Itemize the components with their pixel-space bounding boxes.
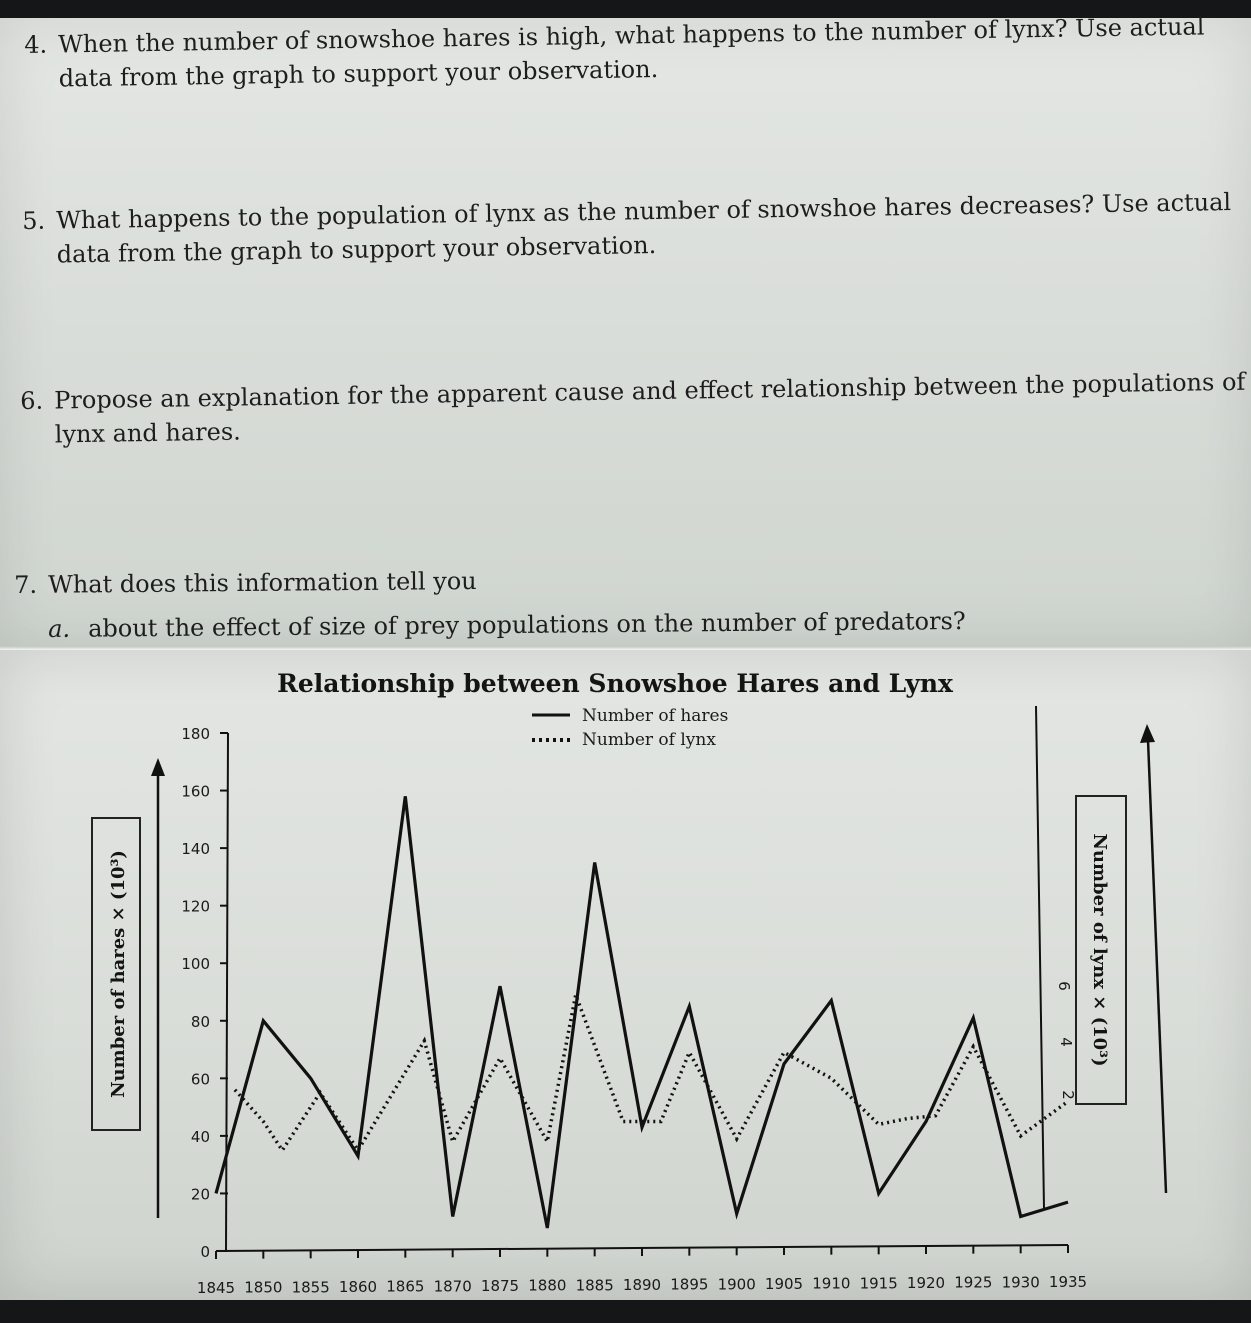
- x-tick-label: 1900: [717, 1275, 756, 1294]
- right-y-tick-label: 4: [1057, 1037, 1075, 1047]
- question-number: 7.: [14, 570, 38, 599]
- y-tick-label: 40: [190, 1127, 210, 1146]
- question-text-line: Propose an explanation for the apparent cause and effect relationship between the populations of: [54, 367, 1246, 415]
- x-tick-label: 1870: [433, 1277, 472, 1296]
- hares-series-line: [216, 796, 1068, 1228]
- x-tick-label: 1915: [859, 1274, 898, 1293]
- legend-lynx-label: Number of lynx: [582, 730, 716, 750]
- y-axis-label: Number of hares × (10³): [108, 850, 129, 1098]
- x-tick-label: 1910: [812, 1274, 851, 1293]
- question-number: 5.: [22, 206, 46, 235]
- chart-title: Relationship between Snowshoe Hares and Lynx: [277, 669, 953, 698]
- left-arrow-head: [151, 758, 165, 776]
- hares-lynx-chart: [0, 648, 1251, 1300]
- question-7: [14, 564, 477, 602]
- question-text-line: What happens to the population of lynx as the number of snowshoe hares decreases? Use actual: [56, 188, 1232, 235]
- chart-right-border: [1036, 706, 1044, 1208]
- y-tick-label: 180: [181, 725, 210, 743]
- x-tick-label: 1890: [622, 1276, 662, 1294]
- y-tick-label: 60: [190, 1070, 210, 1089]
- right-axis-label-box: [1076, 796, 1126, 1104]
- y-tick-label: 80: [190, 1012, 210, 1031]
- question-number: 6.: [20, 386, 44, 415]
- x-tick-label: 1920: [906, 1274, 946, 1292]
- x-tick-label: 1905: [764, 1275, 804, 1293]
- right-y-tick-label: 6: [1055, 981, 1073, 991]
- right-y-tick-label: 2: [1059, 1090, 1077, 1100]
- question-text-line: data from the graph to support your observation.: [58, 55, 659, 93]
- subquestion-text: about the effect of size of prey populations on the number of predators?: [88, 606, 966, 643]
- y-tick-label: 0: [200, 1243, 210, 1261]
- x-tick-label: 1885: [575, 1276, 614, 1295]
- x-tick-label: 1845: [196, 1279, 236, 1297]
- legend-hares-label: Number of hares: [582, 706, 729, 726]
- question-text-line: What does this information tell you: [48, 566, 477, 599]
- x-tick-label: 1875: [480, 1277, 520, 1295]
- right-arrow-shaft: [1148, 740, 1166, 1193]
- x-tick-label: 1850: [244, 1278, 283, 1297]
- x-tick-label: 1880: [528, 1276, 567, 1295]
- subquestion-letter: a.: [48, 614, 71, 643]
- x-tick-label: 1865: [386, 1277, 425, 1296]
- right-arrow-head: [1140, 724, 1155, 743]
- y-tick-label: 120: [181, 897, 210, 916]
- x-tick-label: 1930: [1001, 1273, 1040, 1292]
- y-tick-label: 160: [181, 782, 210, 801]
- x-tick-label: 1855: [291, 1278, 330, 1297]
- left-axis-label-box: [92, 818, 140, 1130]
- legend: [532, 706, 728, 750]
- question-text-line: data from the graph to support your observation.: [56, 231, 657, 269]
- question-text-line: When the number of snowshoe hares is high, what happens to the number of lynx? Use actual: [58, 12, 1205, 59]
- y-tick-label: 140: [181, 840, 210, 859]
- y-axis-line: [226, 733, 228, 1251]
- x-tick-label: 1860: [338, 1278, 378, 1296]
- lynx-series-line: [235, 995, 1068, 1150]
- y-tick-label: 20: [190, 1185, 210, 1204]
- question-text-line: lynx and hares.: [54, 417, 241, 449]
- x-tick-label: 1895: [670, 1275, 709, 1294]
- x-tick-label: 1935: [1048, 1273, 1088, 1291]
- worksheet-page-top: [0, 18, 1251, 648]
- x-tick-label: 1925: [954, 1273, 993, 1292]
- question-number: 4.: [24, 30, 48, 59]
- y-tick-label: 100: [181, 955, 210, 974]
- right-y-axis-label: Number of lynx × (10³): [1089, 833, 1110, 1067]
- chart-axes: [181, 725, 1087, 1297]
- chart-series: [216, 796, 1068, 1228]
